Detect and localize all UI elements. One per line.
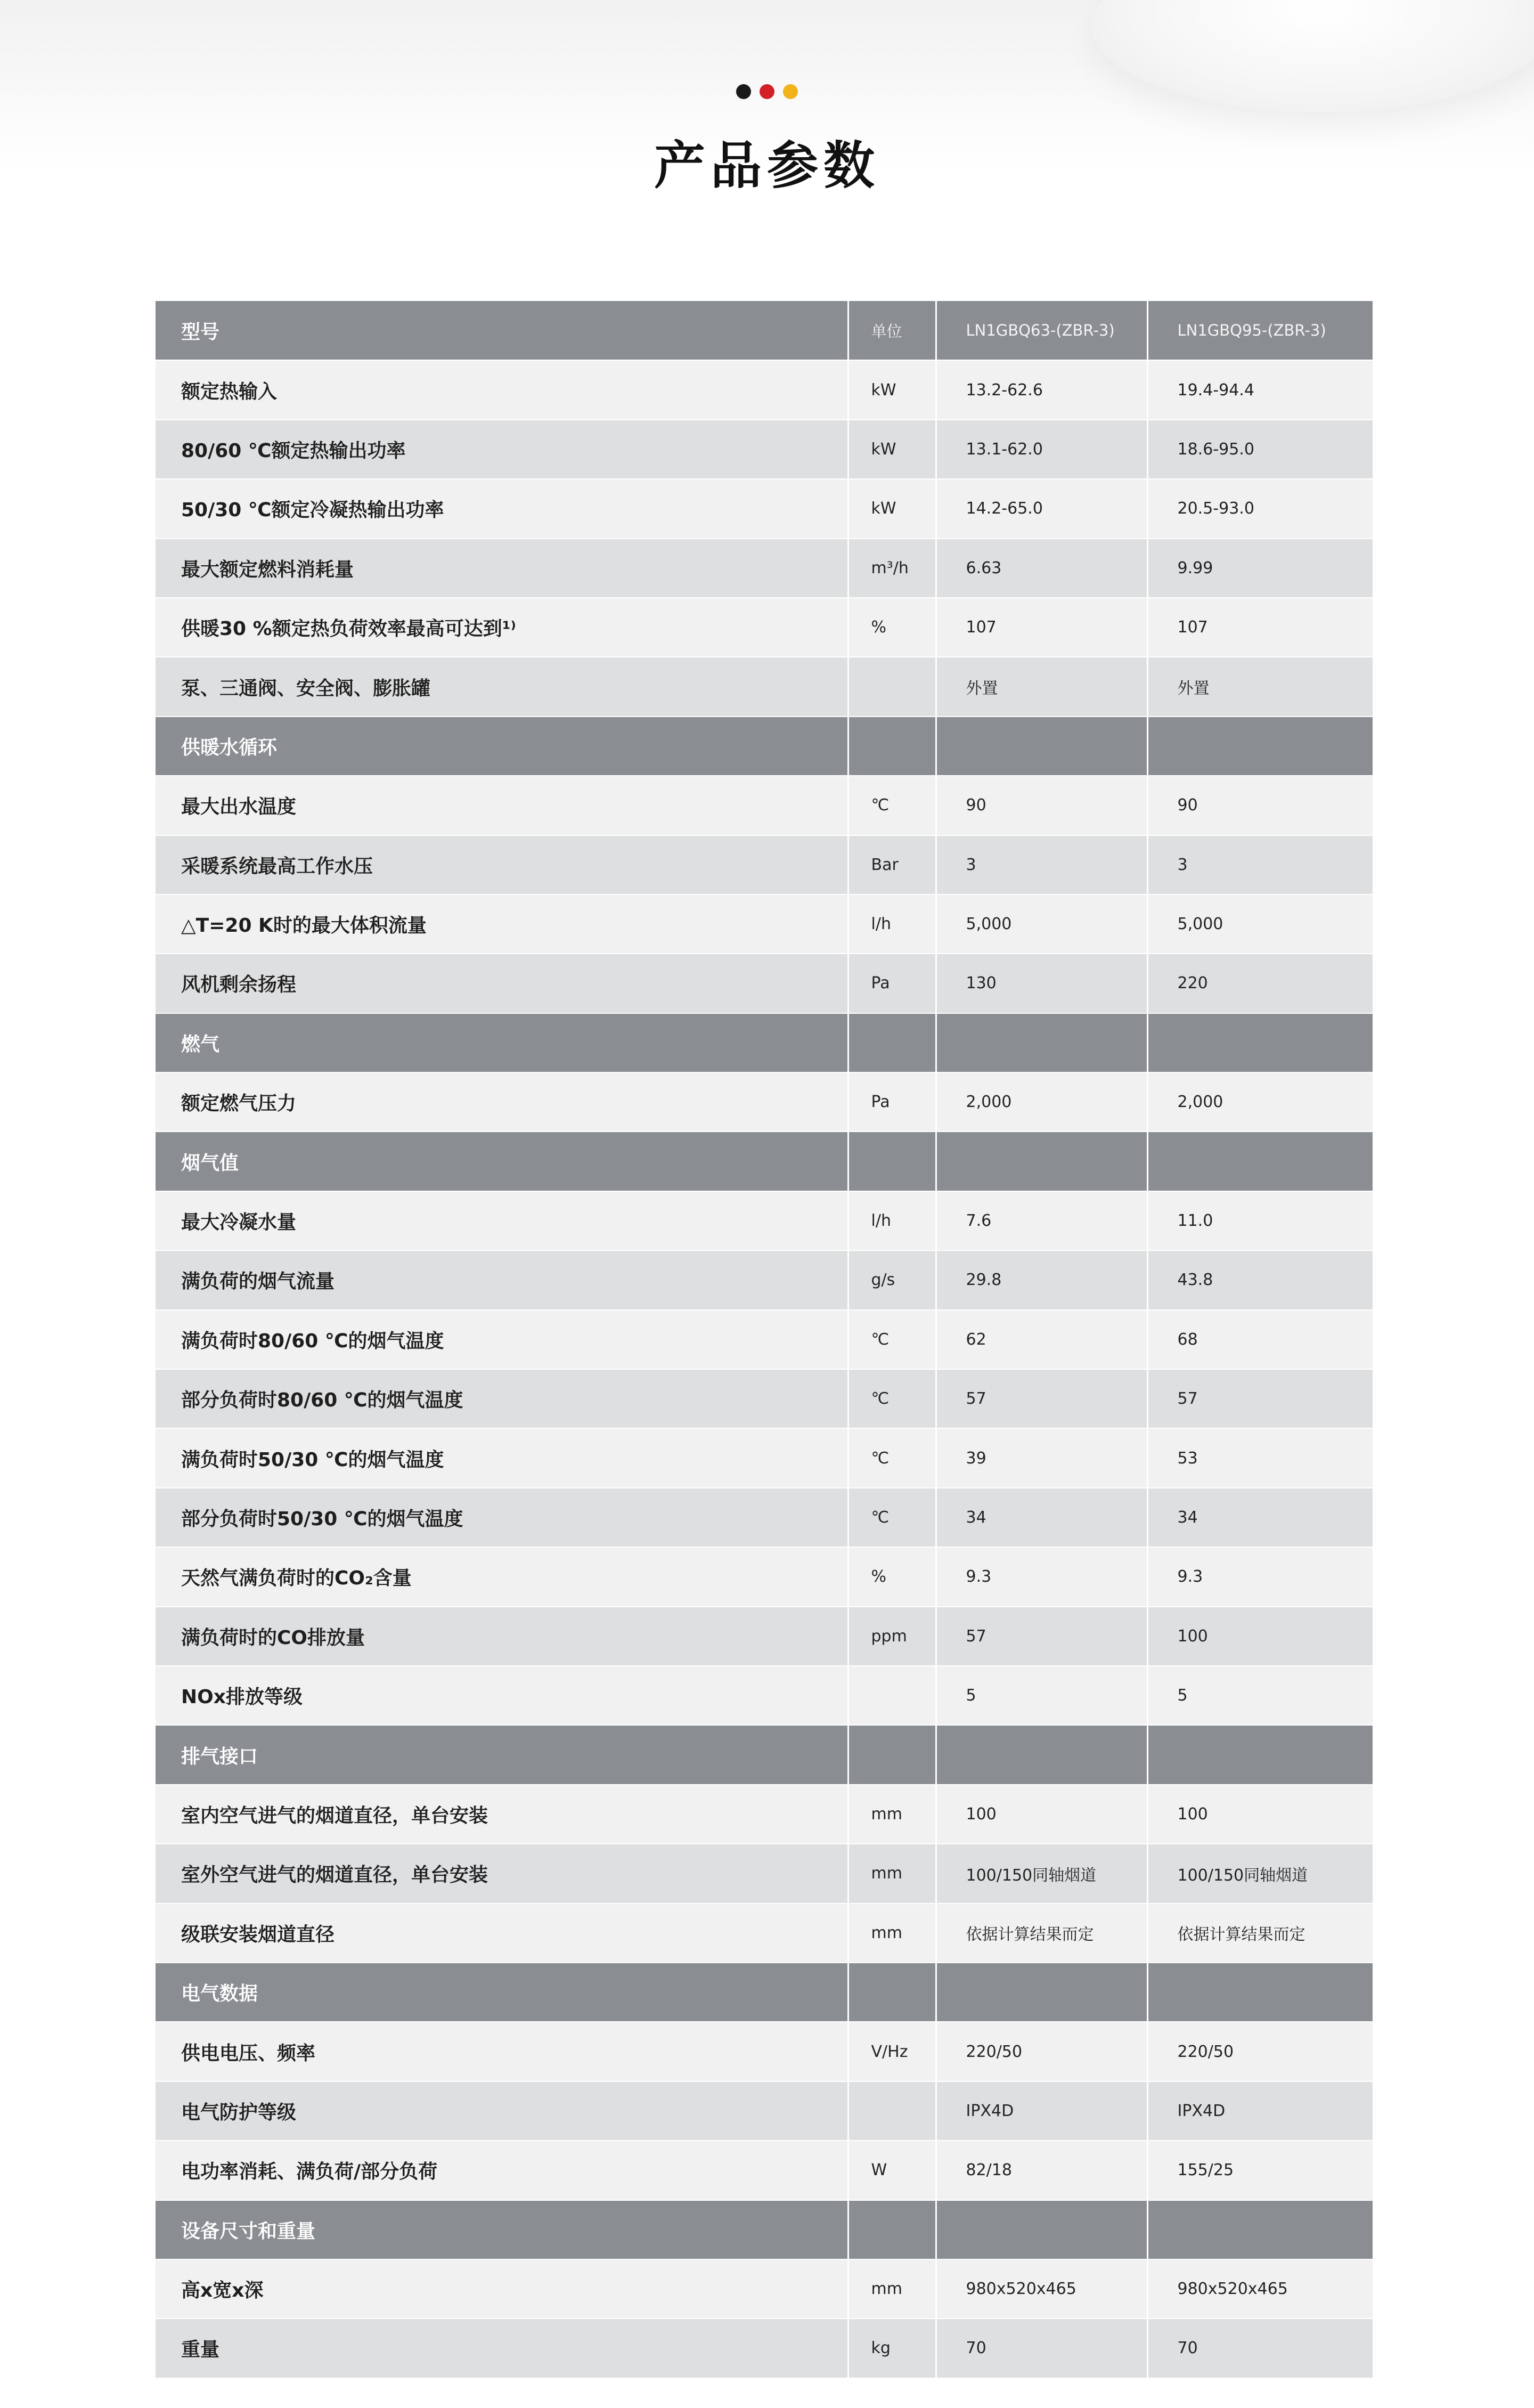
row-unit: kW — [848, 479, 936, 538]
row-unit: mm — [848, 1844, 936, 1903]
row-label: 满负荷时80/60 ℃的烟气温度 — [156, 1310, 848, 1369]
table-row — [156, 835, 1373, 894]
row-unit: ℃ — [848, 1310, 936, 1369]
row-value-b: 155/25 — [1147, 2141, 1373, 2200]
table-row — [156, 2081, 1373, 2141]
row-label: 最大出水温度 — [156, 776, 848, 835]
header-model-b: LN1GBQ95-(ZBR-3) — [1147, 301, 1373, 360]
table-row — [156, 479, 1373, 538]
row-value-b: 57 — [1147, 1369, 1373, 1428]
row-value-b: 2,000 — [1147, 1072, 1373, 1132]
row-value-a: 34 — [936, 1488, 1147, 1547]
row-label: 级联安装烟道直径 — [156, 1903, 848, 1963]
row-value-a: 13.2-62.6 — [936, 360, 1147, 419]
table-row — [156, 2259, 1373, 2318]
row-value-b: IPX4D — [1147, 2081, 1373, 2141]
row-label: 满负荷时50/30 ℃的烟气温度 — [156, 1428, 848, 1487]
section-title: 烟气值 — [156, 1132, 848, 1191]
row-value-a: 57 — [936, 1607, 1147, 1666]
row-value-a: 6.63 — [936, 539, 1147, 598]
row-unit: % — [848, 598, 936, 657]
row-unit: l/h — [848, 1191, 936, 1250]
row-unit: kg — [848, 2318, 936, 2378]
section-title: 燃气 — [156, 1013, 848, 1072]
row-value-a — [936, 1725, 1147, 1784]
black-dot-icon — [736, 84, 751, 99]
row-label: 50/30 ℃额定冷凝热输出功率 — [156, 479, 848, 538]
row-value-b: 53 — [1147, 1428, 1373, 1487]
row-unit: ℃ — [848, 1488, 936, 1547]
table-row — [156, 1369, 1373, 1428]
row-label: 80/60 ℃额定热输出功率 — [156, 420, 848, 479]
row-label: 电功率消耗、满负荷/部分负荷 — [156, 2141, 848, 2200]
header-unit: 单位 — [848, 301, 936, 360]
section-header-row — [156, 1963, 1373, 2022]
red-dot-icon — [760, 84, 774, 99]
table-row — [156, 1250, 1373, 1309]
row-value-a: IPX4D — [936, 2081, 1147, 2141]
row-value-a: 5 — [936, 1666, 1147, 1725]
row-unit: l/h — [848, 894, 936, 954]
table-row — [156, 1310, 1373, 1369]
section-title: 设备尺寸和重量 — [156, 2200, 848, 2259]
row-label: 高x宽x深 — [156, 2259, 848, 2318]
row-value-a: 7.6 — [936, 1191, 1147, 1250]
row-value-b: 20.5-93.0 — [1147, 479, 1373, 538]
row-value-b: 980x520x465 — [1147, 2259, 1373, 2318]
header-model: 型号 — [156, 301, 848, 360]
table-row — [156, 1903, 1373, 1963]
row-value-b: 11.0 — [1147, 1191, 1373, 1250]
row-value-a: 29.8 — [936, 1250, 1147, 1309]
row-unit: V/Hz — [848, 2022, 936, 2081]
section-title: 供暖水循环 — [156, 717, 848, 776]
row-unit — [848, 717, 936, 776]
row-value-a: 依据计算结果而定 — [936, 1903, 1147, 1963]
row-value-b: 34 — [1147, 1488, 1373, 1547]
row-label: 额定燃气压力 — [156, 1072, 848, 1132]
table-row — [156, 2141, 1373, 2200]
row-label: 供电电压、频率 — [156, 2022, 848, 2081]
row-unit — [848, 1963, 936, 2022]
row-unit: mm — [848, 1903, 936, 1963]
row-unit — [848, 2200, 936, 2259]
row-value-a — [936, 1963, 1147, 2022]
table-row — [156, 1666, 1373, 1725]
header-model-a: LN1GBQ63-(ZBR-3) — [936, 301, 1147, 360]
row-value-b: 220 — [1147, 954, 1373, 1013]
row-value-b: 5 — [1147, 1666, 1373, 1725]
table-row — [156, 539, 1373, 598]
row-unit: Pa — [848, 954, 936, 1013]
table-row — [156, 776, 1373, 835]
row-unit — [848, 1013, 936, 1072]
row-value-a: 2,000 — [936, 1072, 1147, 1132]
row-unit — [848, 2081, 936, 2141]
row-value-b: 19.4-94.4 — [1147, 360, 1373, 419]
yellow-dot-icon — [783, 84, 798, 99]
row-label: 泵、三通阀、安全阀、膨胀罐 — [156, 657, 848, 716]
row-label: 重量 — [156, 2318, 848, 2378]
row-label: △T=20 K时的最大体积流量 — [156, 894, 848, 954]
section-header-row — [156, 2200, 1373, 2259]
row-label: 供暖30 %额定热负荷效率最高可达到¹⁾ — [156, 598, 848, 657]
table-row — [156, 1191, 1373, 1250]
row-label: 满负荷的烟气流量 — [156, 1250, 848, 1309]
section-header-row — [156, 1013, 1373, 1072]
row-value-b: 依据计算结果而定 — [1147, 1903, 1373, 1963]
row-value-a: 外置 — [936, 657, 1147, 716]
table-row — [156, 1607, 1373, 1666]
row-value-b: 9.99 — [1147, 539, 1373, 598]
row-value-b: 100 — [1147, 1785, 1373, 1844]
row-value-a: 14.2-65.0 — [936, 479, 1147, 538]
row-unit — [848, 1666, 936, 1725]
row-value-a — [936, 1013, 1147, 1072]
table-row — [156, 1844, 1373, 1903]
row-label: 额定热输入 — [156, 360, 848, 419]
row-unit: ℃ — [848, 1428, 936, 1487]
table-row — [156, 1785, 1373, 1844]
row-value-a: 980x520x465 — [936, 2259, 1147, 2318]
table-row — [156, 1547, 1373, 1606]
row-unit: mm — [848, 2259, 936, 2318]
table-row — [156, 420, 1373, 479]
row-value-a: 57 — [936, 1369, 1147, 1428]
table-row — [156, 2318, 1373, 2378]
table-header-row — [156, 301, 1373, 360]
row-value-a: 90 — [936, 776, 1147, 835]
row-value-a: 5,000 — [936, 894, 1147, 954]
row-value-b — [1147, 717, 1373, 776]
row-label: 部分负荷时80/60 ℃的烟气温度 — [156, 1369, 848, 1428]
row-value-a: 130 — [936, 954, 1147, 1013]
row-unit: kW — [848, 420, 936, 479]
row-value-b: 68 — [1147, 1310, 1373, 1369]
row-value-a: 70 — [936, 2318, 1147, 2378]
row-unit: ppm — [848, 1607, 936, 1666]
row-value-a: 13.1-62.0 — [936, 420, 1147, 479]
section-header-row — [156, 1132, 1373, 1191]
row-value-a: 3 — [936, 835, 1147, 894]
row-value-a: 220/50 — [936, 2022, 1147, 2081]
table-row — [156, 1428, 1373, 1487]
row-value-a — [936, 2200, 1147, 2259]
row-unit — [848, 1725, 936, 1784]
row-unit: kW — [848, 360, 936, 419]
table-row — [156, 894, 1373, 954]
row-value-b: 43.8 — [1147, 1250, 1373, 1309]
row-value-b: 220/50 — [1147, 2022, 1373, 2081]
row-value-b: 107 — [1147, 598, 1373, 657]
row-unit: ℃ — [848, 1369, 936, 1428]
row-unit — [848, 1132, 936, 1191]
row-label: 室外空气进气的烟道直径，单台安装 — [156, 1844, 848, 1903]
brand-dots — [0, 84, 1534, 101]
table-row — [156, 657, 1373, 716]
row-value-b: 18.6-95.0 — [1147, 420, 1373, 479]
row-value-a: 100/150同轴烟道 — [936, 1844, 1147, 1903]
row-value-a: 39 — [936, 1428, 1147, 1487]
row-value-a: 100 — [936, 1785, 1147, 1844]
spec-table — [156, 301, 1373, 2379]
row-unit: m³/h — [848, 539, 936, 598]
row-value-b: 70 — [1147, 2318, 1373, 2378]
row-unit — [848, 657, 936, 716]
row-value-b — [1147, 1013, 1373, 1072]
table-row — [156, 1488, 1373, 1547]
row-label: 采暖系统最高工作水压 — [156, 835, 848, 894]
row-unit: g/s — [848, 1250, 936, 1309]
row-value-b: 100/150同轴烟道 — [1147, 1844, 1373, 1903]
table-row — [156, 954, 1373, 1013]
row-unit: % — [848, 1547, 936, 1606]
section-header-row — [156, 717, 1373, 776]
row-value-b: 100 — [1147, 1607, 1373, 1666]
row-value-a — [936, 1132, 1147, 1191]
row-value-a: 62 — [936, 1310, 1147, 1369]
row-label: 室内空气进气的烟道直径，单台安装 — [156, 1785, 848, 1844]
row-unit: ℃ — [848, 776, 936, 835]
row-label: 最大额定燃料消耗量 — [156, 539, 848, 598]
row-label: NOx排放等级 — [156, 1666, 848, 1725]
row-value-a — [936, 717, 1147, 776]
row-label: 电气防护等级 — [156, 2081, 848, 2141]
section-title: 电气数据 — [156, 1963, 848, 2022]
row-unit: Bar — [848, 835, 936, 894]
row-label: 天然气满负荷时的CO₂含量 — [156, 1547, 848, 1606]
row-unit: Pa — [848, 1072, 936, 1132]
row-value-b — [1147, 2200, 1373, 2259]
row-value-b: 外置 — [1147, 657, 1373, 716]
row-value-a: 9.3 — [936, 1547, 1147, 1606]
section-title: 排气接口 — [156, 1725, 848, 1784]
table-row — [156, 598, 1373, 657]
row-unit: mm — [848, 1785, 936, 1844]
row-label: 部分负荷时50/30 ℃的烟气温度 — [156, 1488, 848, 1547]
section-header-row — [156, 1725, 1373, 1784]
row-label: 风机剩余扬程 — [156, 954, 848, 1013]
row-label: 最大冷凝水量 — [156, 1191, 848, 1250]
table-row — [156, 1072, 1373, 1132]
row-value-b — [1147, 1725, 1373, 1784]
page-title: 产品参数 — [654, 136, 880, 196]
row-value-b: 9.3 — [1147, 1547, 1373, 1606]
row-value-b — [1147, 1132, 1373, 1191]
row-value-b: 90 — [1147, 776, 1373, 835]
row-value-a: 82/18 — [936, 2141, 1147, 2200]
row-value-b — [1147, 1963, 1373, 2022]
row-label: 满负荷时的CO排放量 — [156, 1607, 848, 1666]
table-row — [156, 2022, 1373, 2081]
table-row — [156, 360, 1373, 419]
row-value-a: 107 — [936, 598, 1147, 657]
row-unit: W — [848, 2141, 936, 2200]
row-value-b: 5,000 — [1147, 894, 1373, 954]
row-value-b: 3 — [1147, 835, 1373, 894]
